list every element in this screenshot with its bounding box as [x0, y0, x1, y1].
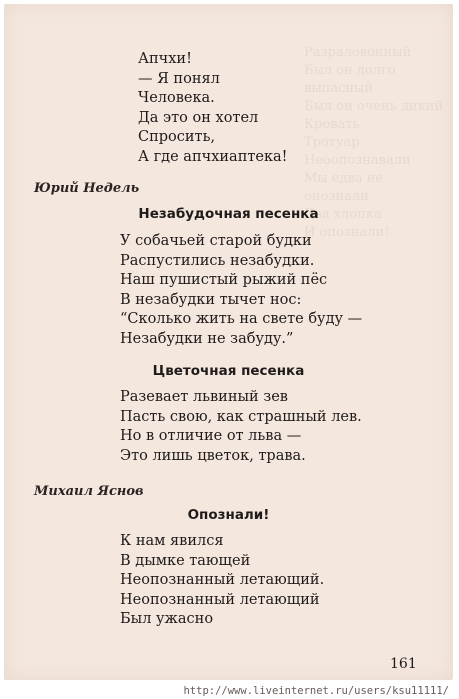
poem-body — [120, 232, 362, 349]
poem-line: Разевает львиный зев — [120, 389, 288, 405]
bleed-through-text: Разраловонный Был он долго выпасный Был он очень дикий Кровать Тротуар Неоопознавали Мы едва не опознали Два хлопка И опознали! — [304, 45, 444, 240]
poem-line: Распустились незабудки. — [120, 252, 315, 269]
poem-line: У собачьей старой будки — [120, 233, 312, 249]
poem-title: Незабудочная песенка — [138, 206, 319, 222]
poem-body — [120, 532, 324, 630]
stanza-line: — Я понял — [138, 70, 220, 87]
stanza-line: Апчхи! — [138, 51, 192, 67]
poem-body — [120, 388, 362, 466]
poem-line: Неопознанный летающий. — [120, 572, 325, 588]
poem-line: В незабудки тычет нос: — [120, 291, 302, 308]
poem-line: К нам явился — [120, 533, 224, 549]
stanza-line: Спросить, — [138, 129, 216, 145]
book-page — [4, 4, 453, 680]
stanza-line: Да это он хотел — [138, 109, 259, 126]
poem-line: “Сколько жить на свете буду — — [120, 311, 363, 327]
poem-line: Но в отличие от льва — — [120, 428, 302, 444]
top-stanza — [138, 50, 288, 167]
poem-line: Неопознанный летающий — [120, 591, 320, 608]
poem-line: В дымке тающей — [120, 552, 251, 569]
stanza-line: А где апчхиаптека! — [138, 148, 288, 165]
poem-line: Незабудки не забуду.” — [120, 330, 294, 347]
author-name: Юрий Недель — [34, 181, 140, 196]
author-name: Михаил Яснов — [34, 484, 144, 499]
poem-line: Пасть свою, как страшный лев. — [120, 408, 362, 425]
stanza-line: Человека. — [138, 90, 215, 106]
page-number: 161 — [390, 656, 417, 672]
poem-line: Наш пушистый рыжий пёс — [120, 272, 328, 288]
poem-title: Цветочная песенка — [152, 363, 305, 379]
poem-line: Это лишь цветок, трава. — [120, 447, 306, 464]
watermark-url: http://www.liveinternet.ru/users/ksu11111/ — [183, 685, 449, 697]
poem-line: Был ужасно — [120, 611, 214, 627]
poem-title: Опознали! — [187, 507, 270, 523]
